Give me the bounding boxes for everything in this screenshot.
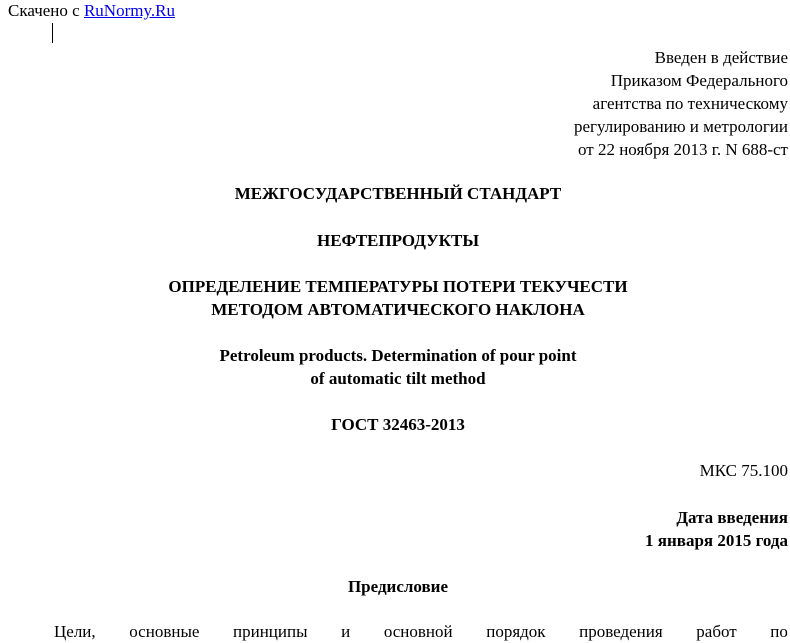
standard-type-heading: МЕЖГОСУДАРСТВЕННЫЙ СТАНДАРТ bbox=[234, 184, 562, 203]
word: работ bbox=[696, 622, 737, 641]
intro-date-value: 1 января 2015 года bbox=[645, 531, 788, 550]
word: и bbox=[341, 622, 351, 641]
runormy-link[interactable]: RuNormy.Ru bbox=[83, 1, 175, 20]
enacted-line: от 22 ноября 2013 г. N 688-ст bbox=[578, 140, 788, 159]
title-ru-line-2: МЕТОДОМ АВТОМАТИЧЕСКОГО НАКЛОНА bbox=[211, 300, 585, 319]
word: принципы bbox=[233, 622, 308, 641]
foreword-paragraph-line bbox=[54, 620, 788, 643]
text-cursor bbox=[52, 23, 53, 43]
enacted-line: Приказом Федерального bbox=[610, 71, 788, 90]
download-source-prefix: Скачено с bbox=[8, 1, 80, 20]
enacted-line: Введен в действие bbox=[654, 48, 788, 67]
word: Цели, bbox=[54, 622, 96, 641]
word: порядок bbox=[486, 622, 546, 641]
enacted-block bbox=[574, 46, 788, 161]
gost-number: ГОСТ 32463-2013 bbox=[331, 415, 465, 434]
word: основной bbox=[383, 622, 453, 641]
word: основные bbox=[129, 622, 200, 641]
word: проведения bbox=[579, 622, 663, 641]
foreword-heading: Предисловие bbox=[347, 577, 449, 596]
subject-heading: НЕФТЕПРОДУКТЫ bbox=[316, 231, 480, 250]
download-source-line bbox=[8, 1, 175, 21]
title-en-line-2: of automatic tilt method bbox=[310, 369, 486, 388]
intro-date-label: Дата введения bbox=[676, 508, 788, 527]
enacted-line: агентства по техническому bbox=[592, 94, 788, 113]
title-ru-line-1: ОПРЕДЕЛЕНИЕ ТЕМПЕРАТУРЫ ПОТЕРИ ТЕКУЧЕСТИ bbox=[168, 277, 628, 296]
title-en-line-1: Petroleum products. Determination of pour point bbox=[219, 346, 577, 365]
word: по bbox=[770, 622, 788, 641]
mks-code: МКС 75.100 bbox=[699, 461, 788, 480]
enacted-line: регулированию и метрологии bbox=[573, 117, 788, 136]
